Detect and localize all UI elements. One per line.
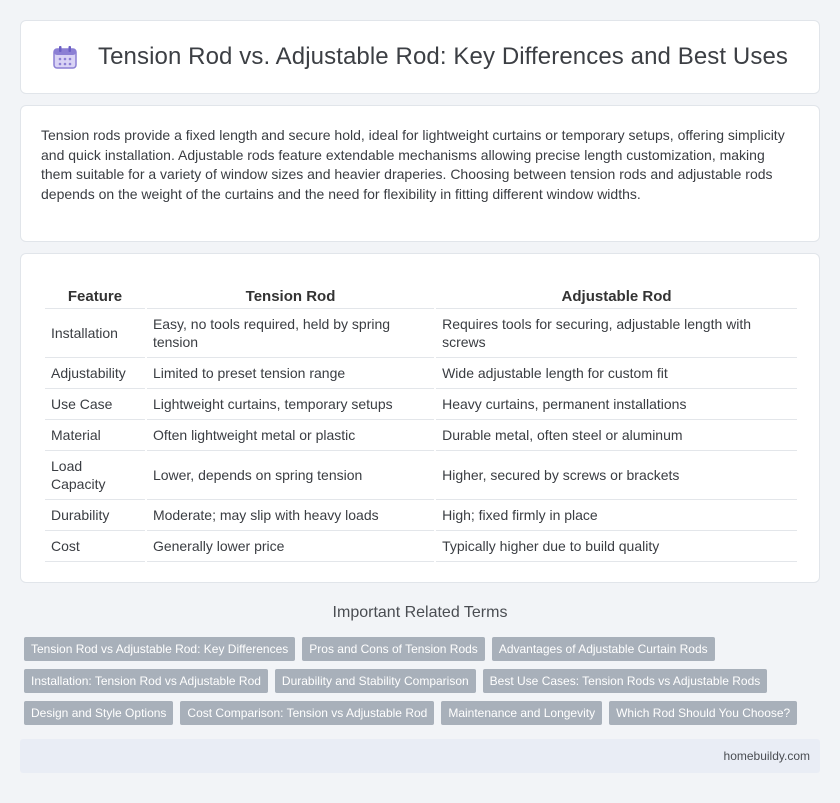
cell-adjustable-rod: Durable metal, often steel or aluminum	[436, 420, 797, 451]
header-tension-rod: Tension Rod	[147, 282, 434, 309]
tag-link[interactable]: Installation: Tension Rod vs Adjustable Rod	[24, 669, 268, 693]
table-row	[45, 389, 797, 420]
page-title: Tension Rod vs. Adjustable Rod: Key Differences and Best Uses	[97, 43, 789, 70]
tag-row	[24, 701, 820, 725]
table-row	[45, 500, 797, 531]
summary-text: Tension rods provide a fixed length and secure hold, ideal for lightweight curtains or temporary setups, offering simplicity and quick installation. Adjustable rods feature extendable mechanisms allowing precise length customization, making them suitable for a variety of window sizes and heavier draperies. Choosing between tension rods and adjustable rods depends on the weight of the curtains and the need for flexibility in fitting different window widths.	[41, 127, 785, 202]
table-row	[45, 451, 797, 500]
comparison-table	[43, 282, 799, 562]
tag-link[interactable]: Durability and Stability Comparison	[275, 669, 476, 693]
cell-tension-rod: Often lightweight metal or plastic	[147, 420, 434, 451]
comparison-table-card	[20, 253, 820, 583]
related-terms-title: Important Related Terms	[332, 604, 508, 621]
tag-link[interactable]: Maintenance and Longevity	[441, 701, 602, 725]
tag-link[interactable]: Pros and Cons of Tension Rods	[302, 637, 485, 661]
cell-adjustable-rod: Typically higher due to build quality	[436, 531, 797, 562]
tag-link[interactable]: Tension Rod vs Adjustable Rod: Key Differences	[24, 637, 295, 661]
tag-row	[24, 637, 820, 661]
cell-tension-rod: Lower, depends on spring tension	[147, 451, 434, 500]
footer	[20, 739, 820, 773]
cell-adjustable-rod: Heavy curtains, permanent installations	[436, 389, 797, 420]
table-row	[45, 531, 797, 562]
cell-adjustable-rod: Wide adjustable length for custom fit	[436, 358, 797, 389]
cell-feature: Use Case	[45, 389, 145, 420]
cell-feature: Cost	[45, 531, 145, 562]
cell-adjustable-rod: High; fixed firmly in place	[436, 500, 797, 531]
related-terms-tags	[24, 637, 820, 733]
cell-adjustable-rod: Higher, secured by screws or brackets	[436, 451, 797, 500]
cell-tension-rod: Easy, no tools required, held by spring tension	[147, 309, 434, 358]
cell-feature: Material	[45, 420, 145, 451]
cell-feature: Durability	[45, 500, 145, 531]
tag-link[interactable]: Cost Comparison: Tension vs Adjustable Rod	[180, 701, 434, 725]
cell-tension-rod: Limited to preset tension range	[147, 358, 434, 389]
tag-link[interactable]: Which Rod Should You Choose?	[609, 701, 797, 725]
table-row	[45, 420, 797, 451]
calendar-icon	[52, 44, 78, 70]
header-card	[20, 20, 820, 94]
header-adjustable-rod: Adjustable Rod	[436, 282, 797, 309]
cell-feature: Installation	[45, 309, 145, 358]
cell-tension-rod: Lightweight curtains, temporary setups	[147, 389, 434, 420]
header-feature: Feature	[45, 282, 145, 309]
table-row	[45, 358, 797, 389]
footer-site[interactable]: homebuildy.com	[723, 749, 810, 763]
tag-link[interactable]: Advantages of Adjustable Curtain Rods	[492, 637, 715, 661]
summary-card	[20, 105, 820, 242]
tag-row	[24, 669, 820, 693]
cell-tension-rod: Generally lower price	[147, 531, 434, 562]
cell-feature: Adjustability	[45, 358, 145, 389]
table-row	[45, 309, 797, 358]
cell-tension-rod: Moderate; may slip with heavy loads	[147, 500, 434, 531]
tag-link[interactable]: Best Use Cases: Tension Rods vs Adjustable Rods	[483, 669, 768, 693]
cell-feature: Load Capacity	[45, 451, 145, 500]
cell-adjustable-rod: Requires tools for securing, adjustable length with screws	[436, 309, 797, 358]
table-header-row	[45, 282, 797, 309]
tag-link[interactable]: Design and Style Options	[24, 701, 173, 725]
